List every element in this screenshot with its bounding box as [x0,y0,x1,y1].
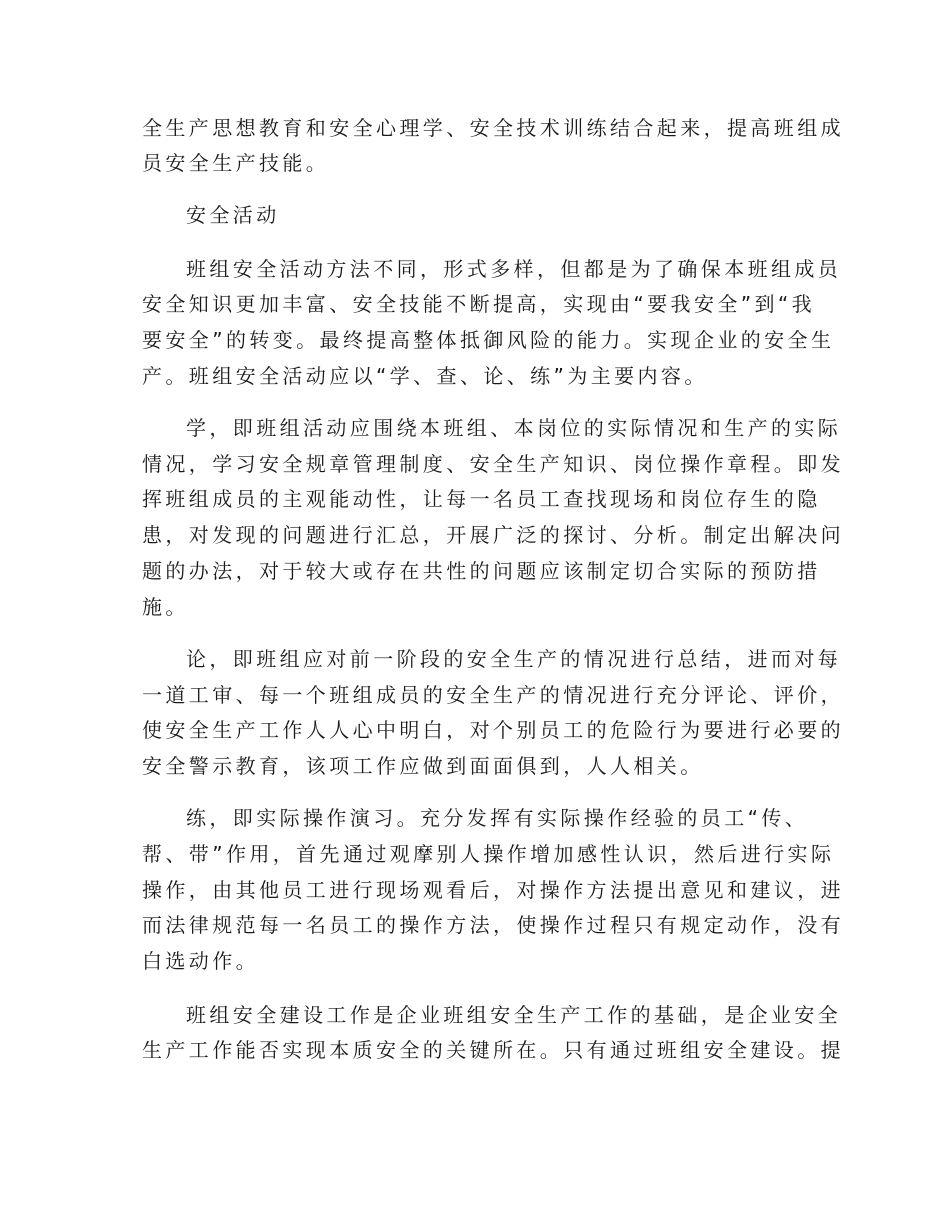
text-line: 一道工审、每一个班组成员的安全生产的情况进行充分评论、评价， [142,683,844,707]
text-line: 而法律规范每一名员工的操作方法，使操作过程只有规定动作，没有 [142,913,844,937]
text-line: 使安全生产工作人人心中明白，对个别员工的危险行为要进行必要的 [142,718,844,742]
text-line: 安全知识更加丰富、安全技能不断提高，实现由“要我安全”到“我 [142,292,816,316]
section-heading: 安全活动 [186,203,280,227]
text-line: 施。 [142,595,189,619]
text-line: 患，对发现的问题进行汇总，开展广泛的探讨、分析。制定出解决问 [142,523,844,547]
text-line: 安全警示教育，该项工作应做到面面俱到，人人相关。 [142,754,704,778]
text-line: 白选动作。 [142,949,259,973]
text-line: 班组安全建设工作是企业班组安全生产工作的基础，是企业安全 [186,1003,842,1027]
text-line: 帮、带”作用，首先通过观摩别人操作增加感性认识，然后进行实际 [142,842,835,866]
text-line: 产。班组安全活动应以“学、查、论、练”为主要内容。 [142,364,708,388]
text-line: 要安全”的转变。最终提高整体抵御风险的能力。实现企业的安全生 [142,328,835,352]
text-line: 情况，学习安全规章管理制度、安全生产知识、岗位操作章程。即发 [142,452,844,476]
text-line: 学，即班组活动应围绕本班组、本岗位的实际情况和生产的实际 [186,416,842,440]
text-line: 操作，由其他员工进行现场观看后，对操作方法提出意见和建议，进 [142,878,844,902]
text-line: 员安全生产技能。 [142,151,330,175]
text-line: 班组安全活动方法不同，形式多样，但都是为了确保本班组成员 [186,257,842,281]
text-line: 练，即实际操作演习。充分发挥有实际操作经验的员工“传、 [186,806,809,830]
text-line: 挥班组成员的主观能动性，让每一名员工查找现场和岗位存生的隐 [142,487,821,511]
text-line: 全生产思想教育和安全心理学、安全技术训练结合起来，提高班组成 [142,116,844,140]
text-line: 论，即班组应对前一阶段的安全生产的情况进行总结，进而对每 [186,647,842,671]
text-line: 题的办法，对于较大或存在共性的问题应该制定切合实际的预防措 [142,559,821,583]
text-line: 生产工作能否实现本质安全的关键所在。只有通过班组安全建设。提 [142,1038,844,1062]
